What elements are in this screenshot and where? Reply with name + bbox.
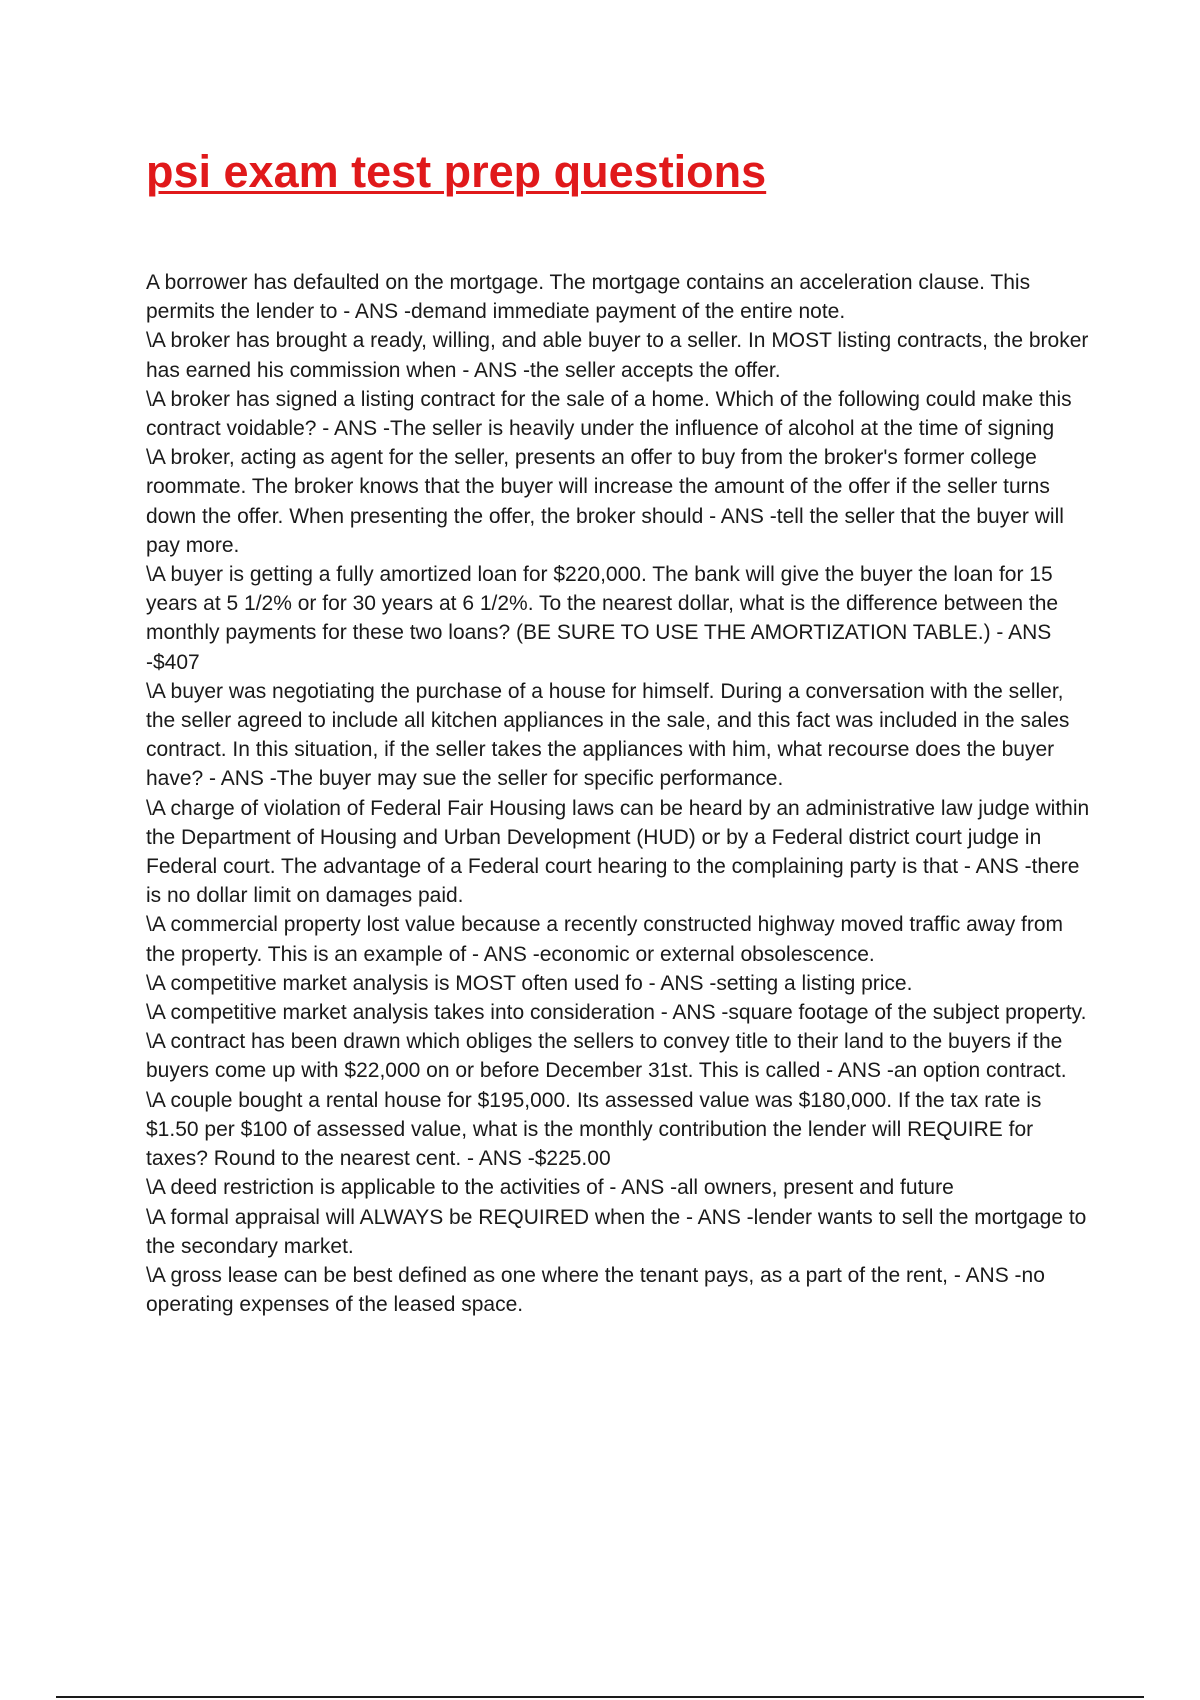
qa-entry: \A buyer is getting a fully amortized loan for $220,000. The bank will give the buyer the loan for 15 years at 5 1/2% or for 30 years at 6 1/2%. To the nearest dollar, what is the difference between the monthly payments for these two loans? (BE SURE TO USE THE AMORTIZATION TABLE.) - ANS -$407 [146, 563, 1059, 674]
page-bottom-rule [56, 1696, 1144, 1698]
qa-entry: \A buyer was negotiating the purchase of a house for himself. During a conversation with the seller, the seller agreed to include all kitchen appliances in the sale, and this fact was included in the sales contract. In this situation, if the seller takes the appliances with him, what recourse does the buyer have? - ANS -The buyer may sue the seller for specific performance. [146, 679, 1070, 791]
qa-entry: \A commercial property lost value because a recently constructed highway moved traffic away from the property. This is an example of - ANS -economic or external obsolescence. [146, 913, 1064, 966]
qa-entry: \A gross lease can be best defined as one where the tenant pays, as a part of the rent, - ANS -no operating expenses of the leased space. [146, 1263, 1045, 1317]
qa-entry: \A contract has been drawn which obliges the sellers to convey title to their land to the buyers if the buyers come up with $22,000 on or before December 31st. This is called - ANS -an option contract. [146, 1030, 1067, 1083]
document-title: psi exam test prep questions [146, 146, 767, 197]
qa-entry: \A competitive market analysis is MOST often used fo - ANS -setting a listing price. [146, 971, 913, 995]
qa-list [146, 268, 1096, 1319]
qa-entry: \A couple bought a rental house for $195,000. Its assessed value was $180,000. If the tax rate is $1.50 per $100 of assessed value, what is the monthly contribution the lender will REQUIRE for taxes? Round to the nearest cent. - ANS -$225.00 [146, 1088, 1042, 1171]
qa-entry: \A broker has brought a ready, willing, and able buyer to a seller. In MOST listing contracts, the broker has earned his commission when - ANS -the seller accepts the offer. [146, 329, 1089, 382]
qa-entry: \A broker has signed a listing contract for the sale of a home. Which of the following could make this contract voidable? - ANS -The seller is heavily under the influence of alcohol at the time of signing [146, 387, 1072, 441]
qa-entry: \A competitive market analysis takes into consideration - ANS -square footage of the subject property. [146, 1001, 1087, 1025]
qa-entry: \A deed restriction is applicable to the activities of - ANS -all owners, present and future [146, 1176, 954, 1200]
qa-entry: \A charge of violation of Federal Fair Housing laws can be heard by an administrative law judge within the Department of Housing and Urban Development (HUD) or by a Federal district court judge in Federal court. The advantage of a Federal court hearing to the complaining party is that - ANS -there is no dollar limit on damages paid. [146, 796, 1090, 908]
qa-entry: \A formal appraisal will ALWAYS be REQUIRED when the - ANS -lender wants to sell the mortgage to the secondary market. [146, 1205, 1087, 1258]
qa-entry: \A broker, acting as agent for the seller, presents an offer to buy from the broker's former college roommate. The broker knows that the buyer will increase the amount of the offer if the seller turns down the offer. When presenting the offer, the broker should - ANS -tell the seller that the buyer will pay more. [146, 446, 1064, 557]
qa-entry: A borrower has defaulted on the mortgage. The mortgage contains an acceleration clause. This permits the lender to - ANS -demand immediate payment of the entire note. [146, 271, 1031, 324]
